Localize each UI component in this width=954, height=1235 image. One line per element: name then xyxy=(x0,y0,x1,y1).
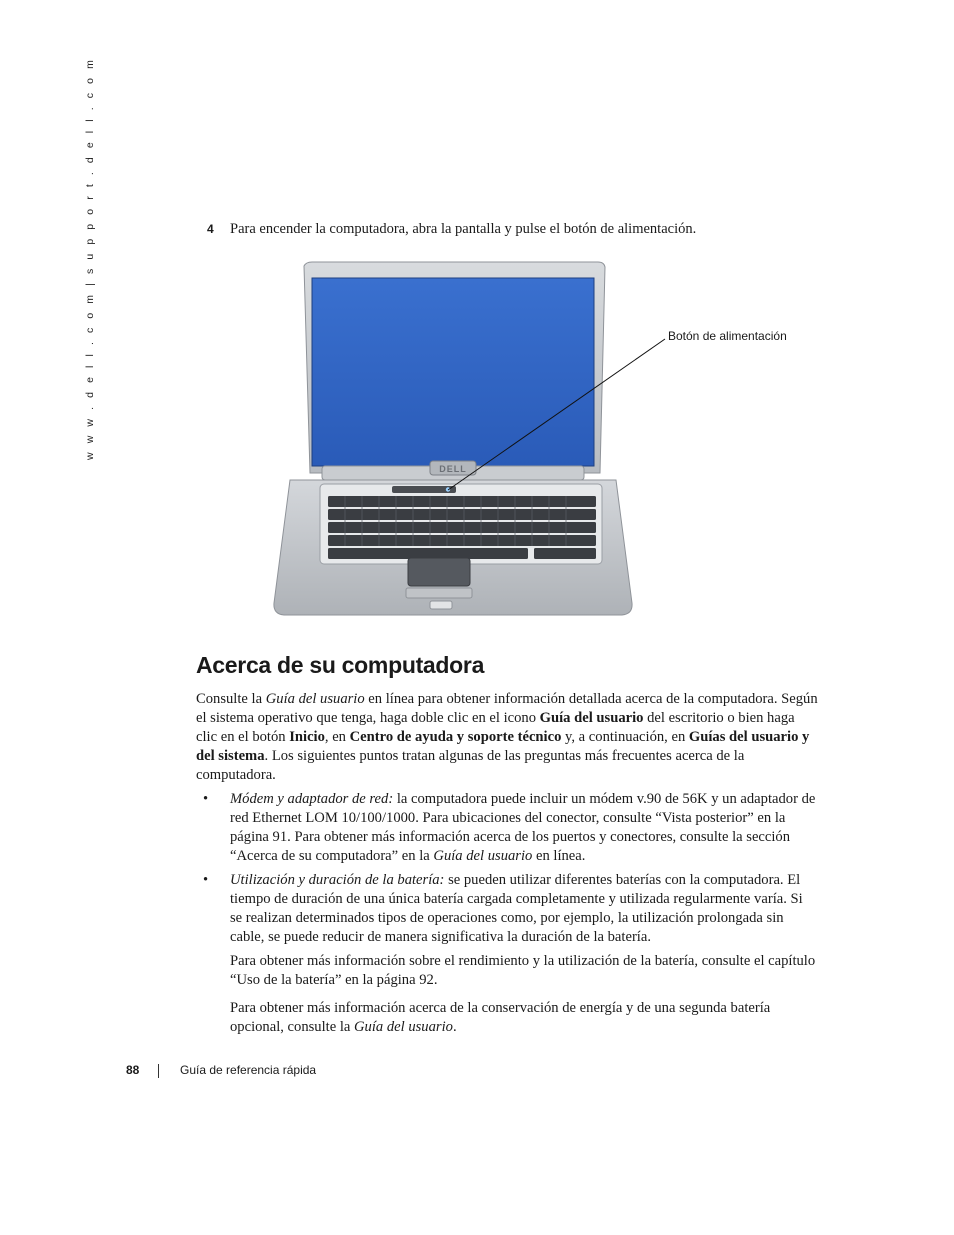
touchpad xyxy=(408,558,470,586)
page-number: 88 xyxy=(126,1063,140,1077)
footer-title: Guía de referencia rápida xyxy=(180,1063,317,1077)
section-title: Acerca de su computadora xyxy=(196,652,485,678)
dell-logo: DELL xyxy=(439,464,467,474)
step-number: 4 xyxy=(207,222,214,236)
step-text: Para encender la computadora, abra la pantalla y pulse el botón de alimentación. xyxy=(230,221,697,237)
intro-paragraph: Consulte la Guía del usuario en línea para obtener información detallada acerca de la computadora. Según el sistema operativo que tenga, haga doble clic en el icono Guía del usuario del escritorio o bien haga clic en el botón Inicio, en Centro de ayuda y soporte técnico y, a continuación, en Guías del usuario y del sistema. Los siguientes puntos tratan algunas de las preguntas más frecuentes acerca de la computadora. xyxy=(196,691,818,784)
energy-conservation-note: Para obtener más información acerca de la conservación de energía y de una segunda batería opcional, consulte la Guía del usuario. xyxy=(230,1000,771,1036)
front-latch xyxy=(430,601,452,609)
bullet-modem: • Módem y adaptador de red: la computadora puede incluir un módem v.90 de 56K y un adaptador de red Ethernet LOM 10/100/1000. Para ubicaciones del conector, consulte “Vista posterior” en la página 91. Para obtener más información acerca de los puertos y conectores, consulte la sección “Acerca de su computadora” en la Guía del usuario en línea. xyxy=(203,791,816,865)
bullet-symbol: • xyxy=(203,791,209,807)
bullet-symbol: • xyxy=(203,872,209,888)
laptop-illustration xyxy=(270,258,810,630)
sidebar-url: w w w . d e l l . c o m | s u p p o r t . d e l l . c o m xyxy=(84,57,96,460)
power-button-callout: Botón de alimentación xyxy=(668,329,787,343)
bullet-battery: • Utilización y duración de la batería: se pueden utilizar diferentes baterías con la computadora. El tiempo de duración de una única batería cargada completamente y utilizada regularmente varía. Si se realizan determinados tipos de operaciones como, por ejemplo, la utilización prolongada sin cable, se puede reducir de manera significativa la duración de la batería. xyxy=(203,872,803,946)
footer-separator xyxy=(158,1064,159,1078)
keyboard-keys xyxy=(328,496,596,559)
touchpad-buttons xyxy=(406,588,472,598)
laptop-screen xyxy=(312,278,594,466)
battery-performance-note: Para obtener más información sobre el rendimiento y la utilización de la batería, consulte el capítulo “Uso de la batería” en la página 92. xyxy=(230,953,816,989)
